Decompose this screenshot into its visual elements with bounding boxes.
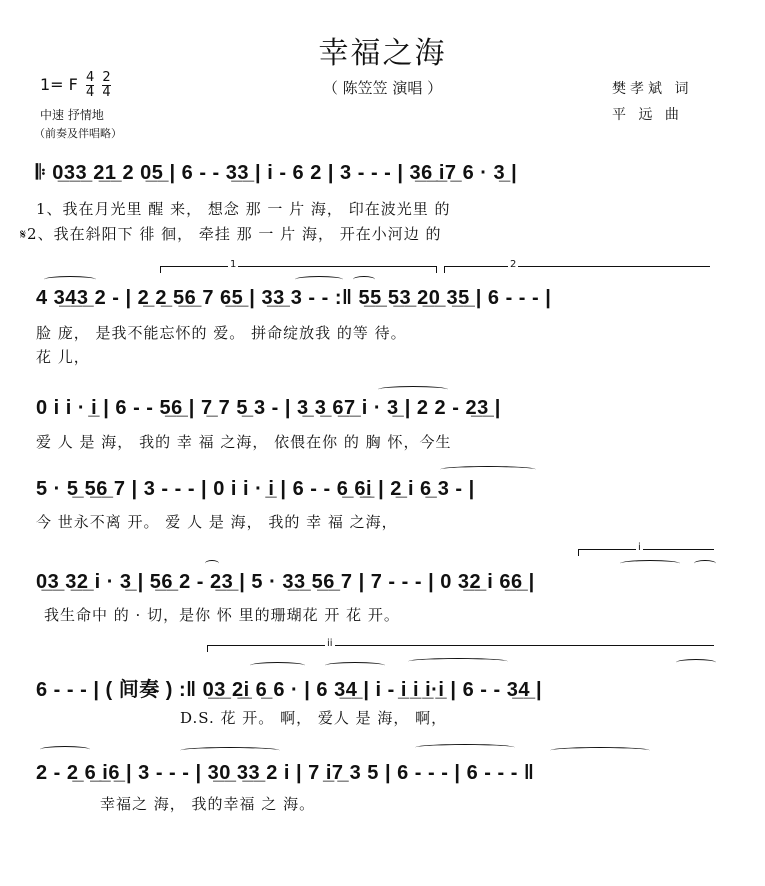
singer-credit: （ 陈笠笠 演唱 ） [322, 79, 443, 97]
song-title: 幸福之海 [318, 36, 447, 71]
lyrics-verse-1: 爱 人 是 海， 我的 幸 福 之海， 依偎在你 的 胸 怀，今生 [36, 433, 452, 451]
slur [250, 662, 305, 669]
volta-bracket-1: 1 [160, 266, 437, 267]
slur [353, 276, 375, 283]
notation-line: 6 - - - | ( 间奏 ) :‖ 0̲3̲ 2̲i̲ 6̲ 6 · | 6 3̲4̲ | i - i̲ i̲ i̲·i̲ | 6 - - 3̲4̲ | [36, 679, 543, 701]
slur [415, 744, 515, 751]
slur [550, 747, 650, 754]
slur [205, 560, 219, 567]
notation-line: 𝄆 0̲3̲3̲ 2̲1̲ 2 0̲5̲ | 6 - - 3̲3̲ | i - 6 2 | 3 - - - | 3̲6̲ i̲7̲ 6 · 3̲ | [36, 162, 518, 184]
slur [408, 658, 508, 665]
volta-bracket-ii: ii [207, 645, 714, 646]
slur [325, 662, 385, 669]
lyrics-verse-2: 花 儿， [36, 348, 90, 366]
slur [440, 466, 536, 473]
volta-bracket-i: i [578, 549, 714, 550]
composer-credit: 平 远 曲 [612, 107, 683, 123]
slur [295, 276, 343, 283]
notation-line: 0̲3̲ 3̲2̲ i · 3̲ | 5̲6̲ 2 - 2̲3̲ | 5 · 3̲3̲ 5̲6̲ 7 | 7 - - - | 0 3̲2̲ i 6̲6̲ | [36, 571, 535, 593]
time-signature-1: $\frac{4}{4}$ [85, 70, 95, 100]
lyricist-credit: 樊孝斌 词 [612, 81, 693, 97]
slur [694, 560, 716, 567]
lyrics-verse-1: 我生命中 的 · 切，是你 怀 里的珊瑚花 开 花 开。 [44, 606, 400, 624]
intro-note: （前奏及伴唱略） [34, 127, 122, 140]
slur [378, 386, 448, 393]
notation-line: 4 3̲4̲3̲ 2 - | 2̲ 2̲ 5̲6̲ 7 6̲5̲ | 3̲3̲ 3 - - :‖ 5̲5̲ 5̲3̲ 2̲0̲ 3̲5̲ | 6 - - - | [36, 287, 552, 309]
time-signature-2: $\frac{2}{4}$ [102, 70, 111, 100]
slur [44, 276, 96, 283]
slur [40, 746, 90, 753]
notation-line: 2 - 2̲ 6̲ i̲6̲ | 3 - - - | 3̲0̲ 3̲3̲ 2 i | 7 i̲7̲ 3 5 | 6 - - - | 6 - - - ‖ [36, 762, 535, 784]
key-signature [40, 72, 111, 99]
key-label: 1= F [40, 75, 78, 94]
lyrics-verse-2: 𝄋2、我在斜阳下 徘 徊， 牵挂 那 一 片 海， 开在小河边 的 [20, 225, 442, 243]
lyrics-verse-1: 脸 庞， 是我不能忘怀的 爱。 拼命绽放我 的等 待。 [36, 324, 407, 342]
lyrics-verse-1: 幸福之 海， 我的幸福 之 海。 [100, 795, 316, 813]
lyrics-verse-1: 今 世永不离 开。 爱 人 是 海， 我的 幸 福 之海， [36, 513, 398, 531]
notation-line: 0 i i · i̲ | 6 - - 5̲6̲ | 7̲ 7 5̲ 3 - | 3̲ 3̲ 6̲7̲ i · 3̲ | 2 2 - 2̲3̲ | [36, 397, 501, 419]
slur [620, 560, 680, 567]
slur [180, 747, 280, 754]
slur [676, 659, 716, 666]
segno-icon: 𝄋 [20, 227, 28, 243]
tempo-marking: 中速 抒情地 [40, 108, 104, 122]
notation-line: 5 · 5̲ 5̲6̲ 7 | 3 - - - | 0 i i · i̲ | 6 - - 6̲ 6̲i̲ | 2̲ i 6̲ 3 - | [36, 478, 475, 500]
lyrics-verse-1: 1、我在月光里 醒 来， 想念 那 一 片 海， 印在波光里 的 [36, 200, 451, 218]
volta-bracket-2: 2 [444, 266, 710, 267]
lyrics-verse-1: D.S. 花 开。 啊， 爱人 是 海， 啊， [180, 709, 448, 727]
